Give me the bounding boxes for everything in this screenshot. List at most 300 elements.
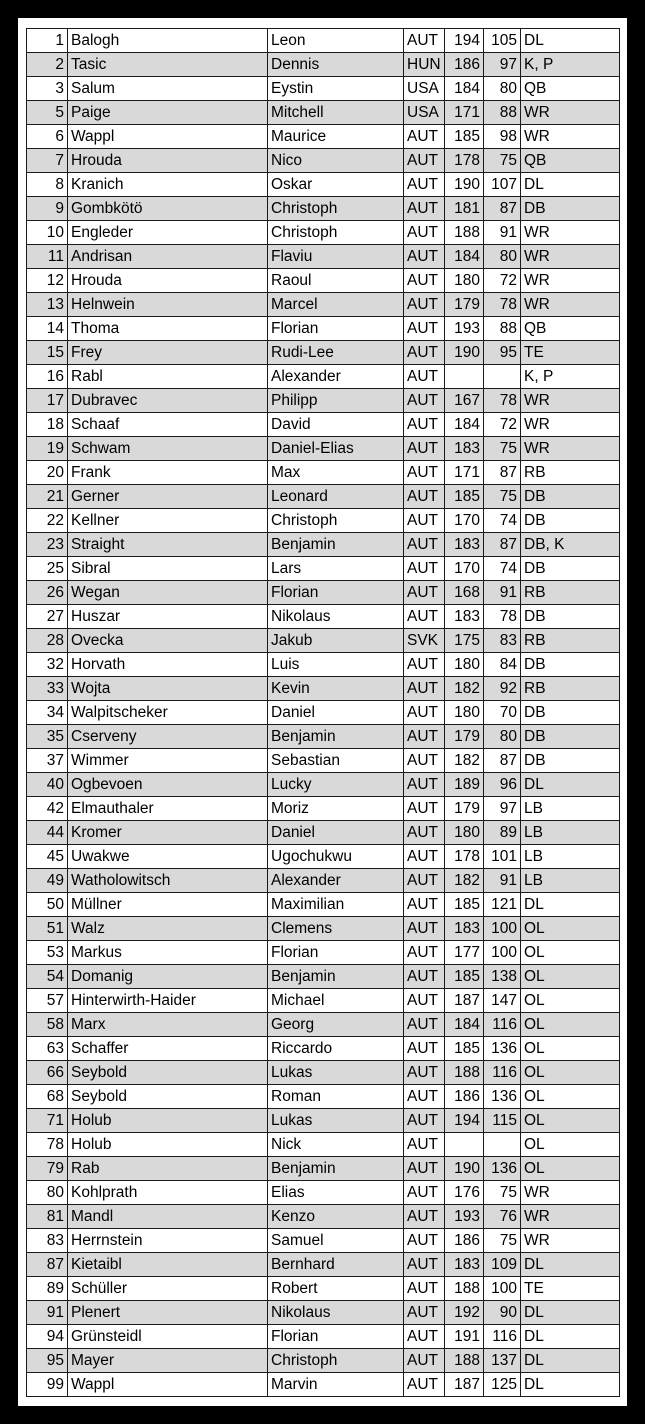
jersey-number-cell: 91 [27,1301,68,1325]
first-name-cell: Philipp [268,389,404,413]
weight-cell: 87 [484,461,521,485]
height-cell: 188 [445,1061,484,1085]
position-cell: DL [521,893,620,917]
jersey-number-cell: 12 [27,269,68,293]
height-cell: 182 [445,869,484,893]
height-cell: 183 [445,533,484,557]
table-row [27,533,620,557]
position-cell: WR [521,413,620,437]
first-name-cell: Benjamin [268,533,404,557]
table-row [27,917,620,941]
jersey-number-cell: 21 [27,485,68,509]
height-cell: 187 [445,1373,484,1397]
jersey-number-cell: 68 [27,1085,68,1109]
nationality-cell: AUT [404,461,445,485]
nationality-cell: AUT [404,1301,445,1325]
height-cell: 183 [445,437,484,461]
last-name-cell: Hrouda [68,149,268,173]
weight-cell: 95 [484,341,521,365]
position-cell: DB [521,509,620,533]
height-cell: 186 [445,1085,484,1109]
jersey-number-cell: 40 [27,773,68,797]
first-name-cell: Bernhard [268,1253,404,1277]
jersey-number-cell: 42 [27,797,68,821]
last-name-cell: Kietaibl [68,1253,268,1277]
height-cell: 178 [445,845,484,869]
last-name-cell: Helnwein [68,293,268,317]
position-cell: LB [521,797,620,821]
height-cell: 180 [445,821,484,845]
first-name-cell: Marcel [268,293,404,317]
nationality-cell: USA [404,77,445,101]
jersey-number-cell: 34 [27,701,68,725]
nationality-cell: AUT [404,749,445,773]
nationality-cell: AUT [404,1205,445,1229]
weight-cell: 87 [484,749,521,773]
first-name-cell: Raoul [268,269,404,293]
weight-cell: 100 [484,941,521,965]
last-name-cell: Wappl [68,125,268,149]
last-name-cell: Uwakwe [68,845,268,869]
table-row [27,1013,620,1037]
nationality-cell: AUT [404,581,445,605]
jersey-number-cell: 26 [27,581,68,605]
first-name-cell: Sebastian [268,749,404,773]
height-cell: 188 [445,221,484,245]
last-name-cell: Wimmer [68,749,268,773]
table-row [27,605,620,629]
table-row [27,1253,620,1277]
last-name-cell: Marx [68,1013,268,1037]
last-name-cell: Schaffer [68,1037,268,1061]
last-name-cell: Paige [68,101,268,125]
first-name-cell: Daniel [268,701,404,725]
jersey-number-cell: 37 [27,749,68,773]
position-cell: DL [521,1253,620,1277]
first-name-cell: Nikolaus [268,605,404,629]
weight-cell: 107 [484,173,521,197]
weight-cell [484,1133,521,1157]
first-name-cell: Rudi-Lee [268,341,404,365]
nationality-cell: AUT [404,941,445,965]
last-name-cell: Andrisan [68,245,268,269]
last-name-cell: Gombkötö [68,197,268,221]
table-row [27,845,620,869]
jersey-number-cell: 99 [27,1373,68,1397]
height-cell: 179 [445,725,484,749]
jersey-number-cell: 20 [27,461,68,485]
last-name-cell: Schüller [68,1277,268,1301]
jersey-number-cell: 53 [27,941,68,965]
jersey-number-cell: 1 [27,29,68,53]
last-name-cell: Thoma [68,317,268,341]
weight-cell: 100 [484,917,521,941]
position-cell: OL [521,1109,620,1133]
height-cell: 188 [445,1349,484,1373]
table-row [27,965,620,989]
position-cell: QB [521,317,620,341]
nationality-cell: AUT [404,389,445,413]
jersey-number-cell: 17 [27,389,68,413]
position-cell: RB [521,629,620,653]
nationality-cell: AUT [404,1013,445,1037]
table-row [27,869,620,893]
last-name-cell: Sibral [68,557,268,581]
jersey-number-cell: 78 [27,1133,68,1157]
jersey-number-cell: 3 [27,77,68,101]
table-row [27,269,620,293]
last-name-cell: Kohlprath [68,1181,268,1205]
weight-cell: 74 [484,557,521,581]
position-cell: DB [521,197,620,221]
last-name-cell: Schwam [68,437,268,461]
position-cell: RB [521,461,620,485]
height-cell: 193 [445,1205,484,1229]
jersey-number-cell: 8 [27,173,68,197]
table-row [27,389,620,413]
last-name-cell: Herrnstein [68,1229,268,1253]
jersey-number-cell: 23 [27,533,68,557]
weight-cell: 75 [484,437,521,461]
jersey-number-cell: 89 [27,1277,68,1301]
position-cell: OL [521,1133,620,1157]
position-cell: OL [521,1037,620,1061]
nationality-cell: AUT [404,1253,445,1277]
first-name-cell: Alexander [268,365,404,389]
last-name-cell: Salum [68,77,268,101]
table-row [27,365,620,389]
position-cell: WR [521,245,620,269]
table-row [27,53,620,77]
jersey-number-cell: 50 [27,893,68,917]
weight-cell: 75 [484,149,521,173]
nationality-cell: AUT [404,1181,445,1205]
height-cell: 180 [445,653,484,677]
jersey-number-cell: 94 [27,1325,68,1349]
height-cell: 188 [445,1277,484,1301]
table-row [27,221,620,245]
jersey-number-cell: 95 [27,1349,68,1373]
first-name-cell: Jakub [268,629,404,653]
nationality-cell: AUT [404,893,445,917]
weight-cell: 109 [484,1253,521,1277]
table-row [27,701,620,725]
weight-cell: 125 [484,1373,521,1397]
table-row [27,77,620,101]
last-name-cell: Kranich [68,173,268,197]
nationality-cell: AUT [404,149,445,173]
height-cell: 180 [445,701,484,725]
jersey-number-cell: 13 [27,293,68,317]
first-name-cell: Nico [268,149,404,173]
first-name-cell: Benjamin [268,965,404,989]
nationality-cell: AUT [404,725,445,749]
last-name-cell: Huszar [68,605,268,629]
table-row [27,557,620,581]
last-name-cell: Engleder [68,221,268,245]
height-cell: 181 [445,197,484,221]
nationality-cell: AUT [404,989,445,1013]
first-name-cell: Maximilian [268,893,404,917]
table-row [27,749,620,773]
height-cell: 185 [445,965,484,989]
height-cell [445,1133,484,1157]
last-name-cell: Holub [68,1109,268,1133]
last-name-cell: Elmauthaler [68,797,268,821]
height-cell: 180 [445,269,484,293]
weight-cell: 80 [484,725,521,749]
height-cell: 179 [445,293,484,317]
position-cell: OL [521,917,620,941]
table-row [27,941,620,965]
height-cell: 185 [445,485,484,509]
last-name-cell: Hrouda [68,269,268,293]
table-row [27,197,620,221]
table-row [27,1229,620,1253]
weight-cell: 78 [484,389,521,413]
position-cell: DL [521,1373,620,1397]
weight-cell: 98 [484,125,521,149]
jersey-number-cell: 32 [27,653,68,677]
weight-cell: 78 [484,293,521,317]
table-row [27,725,620,749]
weight-cell: 91 [484,869,521,893]
height-cell: 184 [445,1013,484,1037]
first-name-cell: Nick [268,1133,404,1157]
position-cell: OL [521,1061,620,1085]
nationality-cell: AUT [404,1037,445,1061]
table-row [27,1085,620,1109]
first-name-cell: Florian [268,581,404,605]
first-name-cell: Oskar [268,173,404,197]
first-name-cell: Kenzo [268,1205,404,1229]
nationality-cell: AUT [404,1061,445,1085]
height-cell: 190 [445,341,484,365]
table-row [27,29,620,53]
first-name-cell: David [268,413,404,437]
height-cell: 192 [445,1301,484,1325]
first-name-cell: Luis [268,653,404,677]
table-row [27,773,620,797]
jersey-number-cell: 16 [27,365,68,389]
height-cell: 178 [445,149,484,173]
height-cell: 184 [445,77,484,101]
position-cell: LB [521,845,620,869]
jersey-number-cell: 54 [27,965,68,989]
weight-cell: 91 [484,581,521,605]
position-cell: LB [521,869,620,893]
nationality-cell: AUT [404,197,445,221]
position-cell: DB [521,485,620,509]
last-name-cell: Plenert [68,1301,268,1325]
last-name-cell: Wegan [68,581,268,605]
nationality-cell: AUT [404,437,445,461]
last-name-cell: Balogh [68,29,268,53]
weight-cell: 138 [484,965,521,989]
first-name-cell: Florian [268,317,404,341]
weight-cell [484,365,521,389]
nationality-cell: AUT [404,125,445,149]
first-name-cell: Lucky [268,773,404,797]
weight-cell: 78 [484,605,521,629]
nationality-cell: AUT [404,413,445,437]
jersey-number-cell: 2 [27,53,68,77]
table-row [27,1349,620,1373]
nationality-cell: AUT [404,845,445,869]
weight-cell: 75 [484,485,521,509]
jersey-number-cell: 57 [27,989,68,1013]
table-row [27,245,620,269]
nationality-cell: AUT [404,1277,445,1301]
position-cell: DL [521,1349,620,1373]
last-name-cell: Holub [68,1133,268,1157]
weight-cell: 89 [484,821,521,845]
weight-cell: 136 [484,1037,521,1061]
table-row [27,149,620,173]
table-row [27,1109,620,1133]
jersey-number-cell: 80 [27,1181,68,1205]
first-name-cell: Roman [268,1085,404,1109]
weight-cell: 121 [484,893,521,917]
table-row [27,1301,620,1325]
weight-cell: 116 [484,1013,521,1037]
position-cell: DB [521,701,620,725]
table-row [27,1181,620,1205]
position-cell: DL [521,1301,620,1325]
first-name-cell: Dennis [268,53,404,77]
height-cell: 190 [445,173,484,197]
height-cell: 184 [445,413,484,437]
table-row [27,1133,620,1157]
first-name-cell: Christoph [268,221,404,245]
first-name-cell: Daniel [268,821,404,845]
nationality-cell: AUT [404,653,445,677]
jersey-number-cell: 25 [27,557,68,581]
position-cell: DB [521,605,620,629]
first-name-cell: Leon [268,29,404,53]
nationality-cell: AUT [404,1349,445,1373]
height-cell: 168 [445,581,484,605]
weight-cell: 72 [484,413,521,437]
first-name-cell: Marvin [268,1373,404,1397]
nationality-cell: AUT [404,485,445,509]
position-cell: K, P [521,53,620,77]
last-name-cell: Horvath [68,653,268,677]
position-cell: TE [521,341,620,365]
weight-cell: 116 [484,1325,521,1349]
nationality-cell: AUT [404,1325,445,1349]
weight-cell: 88 [484,317,521,341]
first-name-cell: Michael [268,989,404,1013]
jersey-number-cell: 6 [27,125,68,149]
last-name-cell: Mayer [68,1349,268,1373]
weight-cell: 100 [484,1277,521,1301]
table-row [27,581,620,605]
height-cell: 186 [445,1229,484,1253]
table-row [27,797,620,821]
jersey-number-cell: 83 [27,1229,68,1253]
weight-cell: 84 [484,653,521,677]
weight-cell: 75 [484,1229,521,1253]
last-name-cell: Hinterwirth-Haider [68,989,268,1013]
jersey-number-cell: 44 [27,821,68,845]
position-cell: TE [521,1277,620,1301]
first-name-cell: Daniel-Elias [268,437,404,461]
height-cell: 194 [445,1109,484,1133]
weight-cell: 88 [484,101,521,125]
last-name-cell: Grünsteidl [68,1325,268,1349]
table-row [27,989,620,1013]
last-name-cell: Mandl [68,1205,268,1229]
first-name-cell: Leonard [268,485,404,509]
jersey-number-cell: 27 [27,605,68,629]
last-name-cell: Walpitscheker [68,701,268,725]
nationality-cell: SVK [404,629,445,653]
nationality-cell: AUT [404,509,445,533]
weight-cell: 87 [484,197,521,221]
jersey-number-cell: 33 [27,677,68,701]
height-cell: 189 [445,773,484,797]
table-row [27,629,620,653]
first-name-cell: Christoph [268,1349,404,1373]
weight-cell: 74 [484,509,521,533]
first-name-cell: Alexander [268,869,404,893]
position-cell: DB [521,749,620,773]
table-row [27,173,620,197]
position-cell: K, P [521,365,620,389]
nationality-cell: AUT [404,365,445,389]
table-row [27,677,620,701]
nationality-cell: HUN [404,53,445,77]
nationality-cell: AUT [404,965,445,989]
height-cell: 182 [445,749,484,773]
nationality-cell: AUT [404,533,445,557]
position-cell: QB [521,149,620,173]
first-name-cell: Florian [268,1325,404,1349]
weight-cell: 136 [484,1085,521,1109]
weight-cell: 80 [484,77,521,101]
position-cell: OL [521,1013,620,1037]
first-name-cell: Benjamin [268,1157,404,1181]
table-row [27,461,620,485]
position-cell: DB [521,557,620,581]
weight-cell: 70 [484,701,521,725]
height-cell: 194 [445,29,484,53]
first-name-cell: Christoph [268,509,404,533]
weight-cell: 115 [484,1109,521,1133]
weight-cell: 90 [484,1301,521,1325]
weight-cell: 105 [484,29,521,53]
weight-cell: 96 [484,773,521,797]
last-name-cell: Kellner [68,509,268,533]
table-row [27,653,620,677]
table-row [27,125,620,149]
height-cell: 187 [445,989,484,1013]
position-cell: OL [521,1157,620,1181]
first-name-cell: Maurice [268,125,404,149]
first-name-cell: Lukas [268,1109,404,1133]
last-name-cell: Markus [68,941,268,965]
first-name-cell: Robert [268,1277,404,1301]
nationality-cell: AUT [404,245,445,269]
nationality-cell: AUT [404,293,445,317]
nationality-cell: AUT [404,1109,445,1133]
jersey-number-cell: 81 [27,1205,68,1229]
table-row [27,1277,620,1301]
first-name-cell: Eystin [268,77,404,101]
nationality-cell: AUT [404,677,445,701]
last-name-cell: Watholowitsch [68,869,268,893]
